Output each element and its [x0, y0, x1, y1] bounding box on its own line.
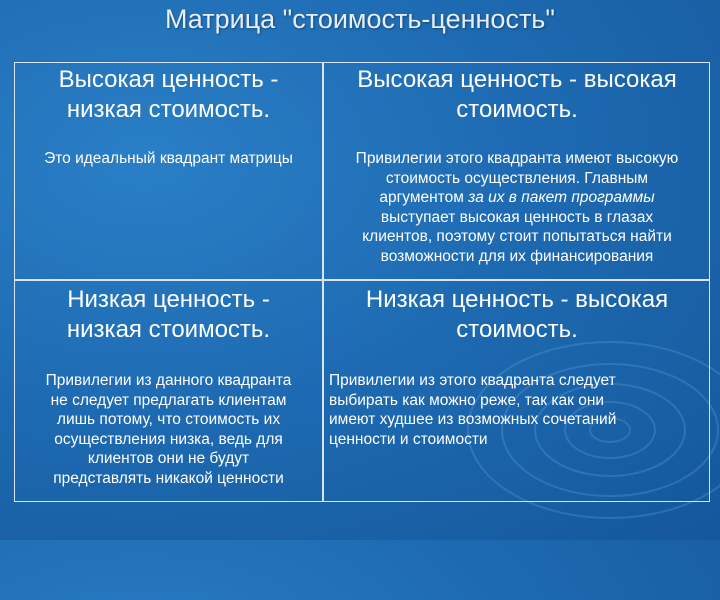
- body-line: клиентов они не будут: [87, 450, 250, 467]
- quadrant-low-value-low-cost-heading: [15, 285, 322, 345]
- heading-line: Высокая ценность -: [58, 66, 279, 93]
- body-line: клиентов, поэтому стоит попытаться найти: [362, 228, 672, 245]
- heading-line: Высокая ценность - высокая: [357, 66, 677, 93]
- body-line: выступает высокая ценность в глазах: [380, 208, 654, 226]
- body-line: не следует предлагать клиентам: [50, 391, 287, 409]
- quadrant-high-value-low-cost-text: [15, 149, 322, 169]
- body-line: осуществления низка, ведь для: [54, 430, 283, 448]
- quadrant-low-value-low-cost-text: [15, 371, 322, 488]
- body-line: имеют худшее из возможных сочетаний: [329, 411, 617, 428]
- quadrant-high-value-low-cost-heading: [15, 65, 322, 125]
- quadrant-high-value-high-cost-heading: [323, 65, 711, 125]
- body-line: Привилегии из этого квадранта следует: [329, 372, 616, 389]
- heading-line: низкая стоимость.: [66, 96, 271, 123]
- body-line: Привилегии этого квадранта имеют высокую: [355, 150, 679, 167]
- body-line: выбирать как можно реже, так как они: [329, 391, 605, 409]
- body-line: представлять никакой ценности: [53, 469, 284, 487]
- heading-line: стоимость.: [456, 96, 578, 123]
- body-text-italic: за их в пакет программы: [468, 189, 655, 206]
- body-line: ценности и стоимости: [329, 430, 488, 448]
- page-title: Матрица "стоимость-ценность": [165, 4, 555, 34]
- body-text: аргументом: [379, 189, 469, 206]
- heading-line: Низкая ценность - высокая: [365, 286, 669, 313]
- heading-line: низкая стоимость.: [66, 316, 271, 343]
- body-line: Это идеальный квадрант матрицы: [44, 150, 293, 167]
- value-cost-matrix: [14, 62, 710, 502]
- quadrant-high-value-high-cost-text: [323, 149, 711, 266]
- heading-line: Низкая ценность -: [67, 286, 270, 313]
- horizontal-divider: [15, 279, 709, 281]
- body-line: [323, 188, 711, 208]
- quadrant-low-value-high-cost-text: [323, 371, 711, 449]
- body-line: лишь потому, что стоимость их: [56, 411, 281, 428]
- quadrant-low-value-high-cost-heading: [323, 285, 711, 345]
- body-line: стоимость осуществления. Главным: [385, 169, 649, 187]
- body-line: Привилегии из данного квадранта: [45, 372, 292, 389]
- body-line: возможности для их финансирования: [380, 247, 654, 265]
- heading-line: стоимость.: [456, 316, 578, 343]
